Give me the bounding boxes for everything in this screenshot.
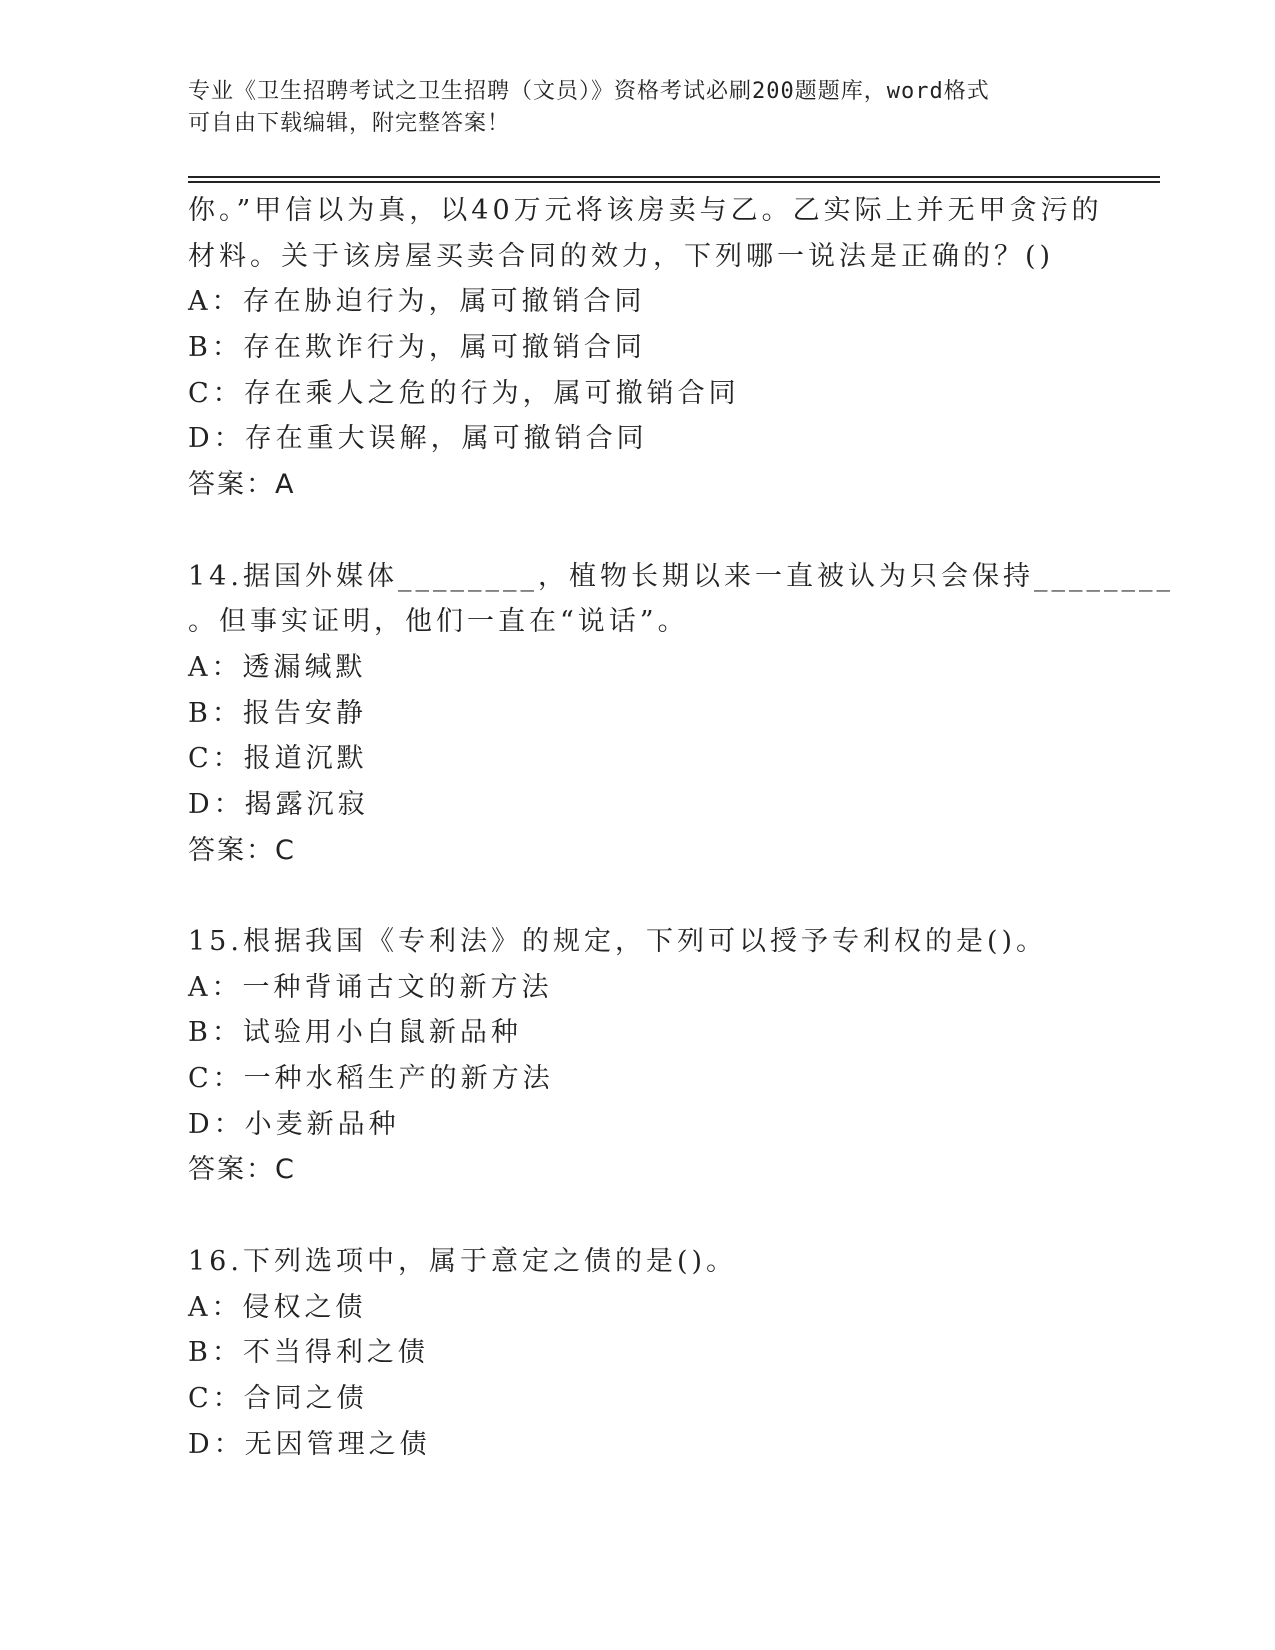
question-14 — [188, 554, 1174, 874]
question-16 — [188, 1239, 1088, 1467]
option-d: D：小麦新品种 — [188, 1108, 400, 1140]
option-d: D：存在重大误解，属可撤销合同 — [188, 423, 648, 455]
option-d: D：无因管理之债 — [188, 1428, 431, 1460]
header-title-line-1: 专业《卫生招聘考试之卫生招聘（文员）》资格考试必刷200题题库，word格式 — [188, 79, 990, 104]
option-a: A：透漏缄默 — [188, 651, 367, 683]
question-spacer — [188, 1193, 1088, 1239]
answer-label: 答案：A — [188, 469, 296, 501]
document-header — [188, 76, 1088, 140]
header-divider-bottom — [188, 181, 1160, 183]
option-b: B：试验用小白鼠新品种 — [188, 1017, 522, 1049]
question-list — [188, 188, 1174, 1467]
answer-label: 答案：C — [188, 1154, 296, 1186]
question-text-line: 15.根据我国《专利法》的规定，下列可以授予专利权的是()。 — [188, 926, 1048, 957]
question-text-line: 材料。关于该房屋买卖合同的效力，下列哪一说法是正确的？() — [188, 240, 1055, 272]
question-text-line: 你。”甲信以为真，以40万元将该房卖与乙。乙实际上并无甲贪污的 — [188, 195, 1103, 226]
question-15 — [188, 919, 1088, 1193]
question-spacer — [188, 508, 1088, 554]
header-divider-top — [188, 176, 1160, 178]
option-c: C：报道沉默 — [188, 743, 368, 775]
option-b: B：报告安静 — [188, 697, 367, 729]
option-b: B：不当得利之债 — [188, 1337, 429, 1369]
question-spacer — [188, 873, 1088, 919]
header-title-line-2: 可自由下载编辑，附完整答案！ — [188, 111, 511, 136]
question-text-line: 14.据国外媒体________，植物长期以来一直被认为只会保持________ — [188, 560, 1174, 592]
option-c: C：合同之债 — [188, 1382, 368, 1414]
question-text-line: 。但事实证明，他们一直在“说话”。 — [188, 606, 689, 638]
option-a: A：侵权之债 — [188, 1291, 367, 1323]
answer-label: 答案：C — [188, 834, 296, 866]
question-13 — [188, 188, 1103, 508]
option-c: C：一种水稻生产的新方法 — [188, 1063, 554, 1095]
option-a: A：一种背诵古文的新方法 — [188, 971, 553, 1003]
option-d: D：揭露沉寂 — [188, 788, 369, 820]
option-a: A：存在胁迫行为，属可撤销合同 — [188, 286, 646, 318]
option-c: C：存在乘人之危的行为，属可撤销合同 — [188, 377, 740, 409]
option-b: B：存在欺诈行为，属可撤销合同 — [188, 332, 646, 364]
question-text-line: 16.下列选项中，属于意定之债的是()。 — [188, 1245, 738, 1277]
